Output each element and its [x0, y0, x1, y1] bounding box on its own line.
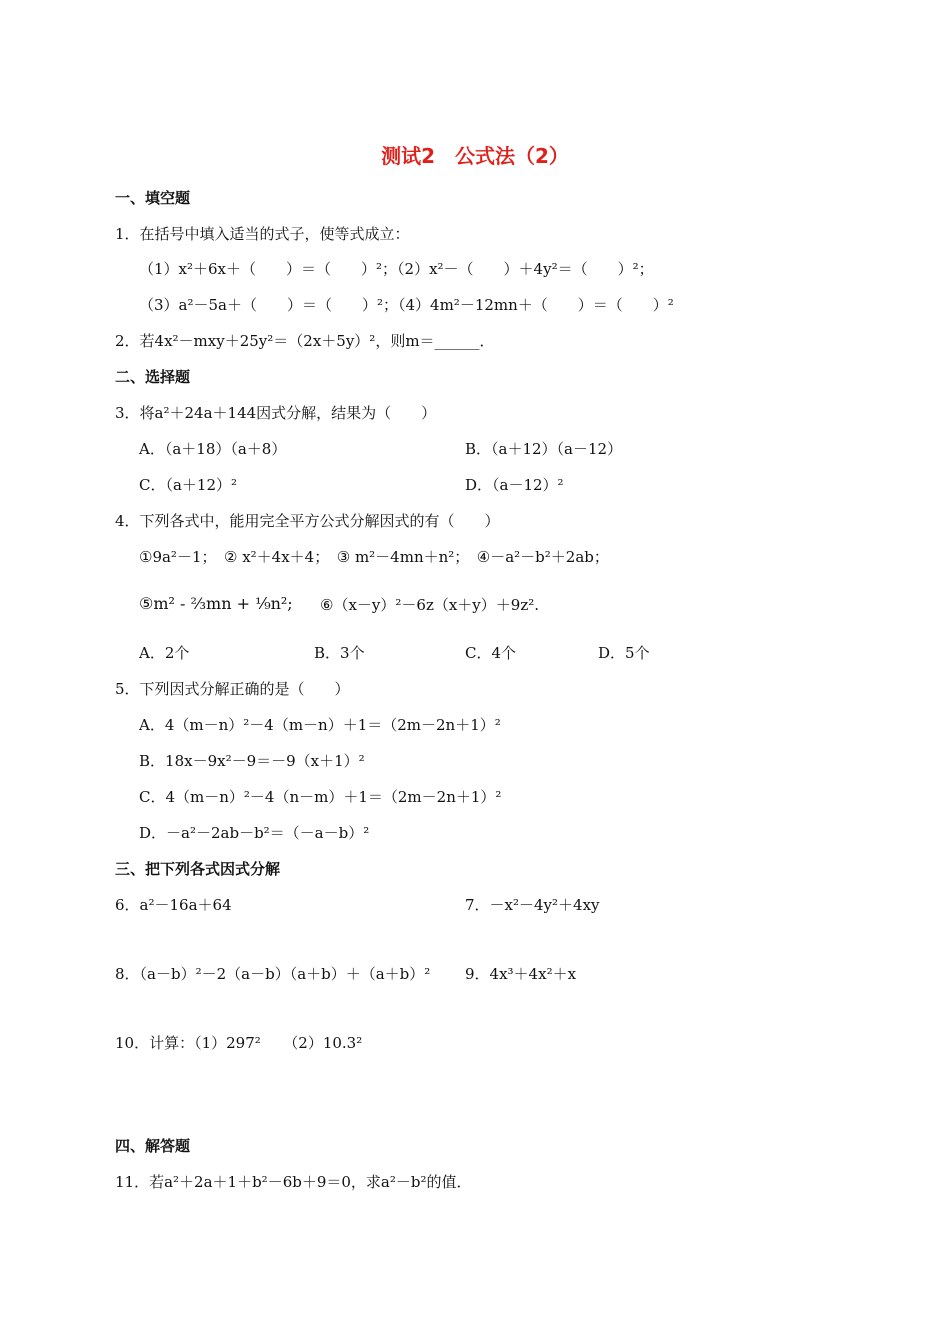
question-3-option-d: D．（a－12）²: [465, 476, 564, 494]
question-6: 6．a²－16a＋64: [115, 896, 232, 914]
question-4-option-a: A．2个: [139, 644, 190, 662]
question-10: 10．计算：（1）297² （2）10.3²: [115, 1034, 363, 1052]
question-11: 11．若a²＋2a＋1＋b²－6b＋9＝0，求a²－b²的值．: [115, 1173, 472, 1191]
question-1-row-1: （1）x²＋6x＋（ ）＝（ ）²；（2）x²－（ ）＋4y²＝（ ）²；: [139, 260, 654, 278]
section-heading-factorize: 三、把下列各式因式分解: [115, 860, 281, 878]
section-heading-answer: 四、解答题: [115, 1137, 191, 1155]
question-7: 7．－x²－4y²＋4xy: [465, 896, 600, 914]
question-3-option-a: A．（a＋18）（a＋8）: [139, 440, 287, 458]
question-4-item-5: ⑤m² - ⅔mn + ⅑n²;: [139, 594, 293, 613]
question-5-option-b: B．18x－9x²－9＝－9（x＋1）²: [139, 752, 365, 770]
question-4-item-6: ⑥（x－y）²－6z（x＋y）＋9z².: [320, 596, 540, 614]
question-8: 8．（a－b）²－2（a－b）（a＋b）＋（a＋b）²: [115, 965, 431, 983]
page-title: 测试2 公式法（2）: [381, 144, 569, 168]
question-5-option-a: A．4（m－n）²－4（m－n）＋1＝（2m－2n＋1）²: [139, 716, 501, 734]
question-5-option-d: D．－a²－2ab－b²＝（－a－b）²: [139, 824, 370, 842]
question-3-option-c: C．（a＋12）²: [139, 476, 238, 494]
question-4-option-d: D．5个: [598, 644, 650, 662]
question-4-option-c: C．4个: [465, 644, 517, 662]
question-4-stem: 4．下列各式中，能用完全平方公式分解因式的有（ ）: [115, 512, 500, 530]
question-4-option-b: B．3个: [314, 644, 365, 662]
question-5-stem: 5．下列因式分解正确的是（ ）: [115, 680, 350, 698]
question-1-stem: 1．在括号中填入适当的式子，使等式成立：: [115, 225, 410, 243]
question-5-option-c: C．4（m－n）²－4（n－m）＋1＝（2m－2n＋1）²: [139, 788, 502, 806]
section-heading-multiple-choice: 二、选择题: [115, 368, 191, 386]
question-3-stem: 3．将a²＋24a＋144因式分解，结果为（ ）: [115, 404, 437, 422]
question-2: 2．若4x²－mxy＋25y²＝（2x＋5y）²，则m＝______．: [115, 332, 495, 350]
question-4-row-1: ①9a²－1； ② x²＋4x＋4； ③ m²－4mn＋n²； ④－a²－b²＋2ab；: [139, 548, 609, 566]
question-9: 9．4x³＋4x²＋x: [465, 965, 577, 983]
question-3-option-b: B．（a＋12）（a－12）: [465, 440, 623, 458]
question-1-row-2: （3）a²－5a＋（ ）＝（ ）²；（4）4m²－12mn＋（ ）＝（ ）²: [139, 296, 674, 314]
section-heading-fill-in: 一、填空题: [115, 189, 191, 207]
